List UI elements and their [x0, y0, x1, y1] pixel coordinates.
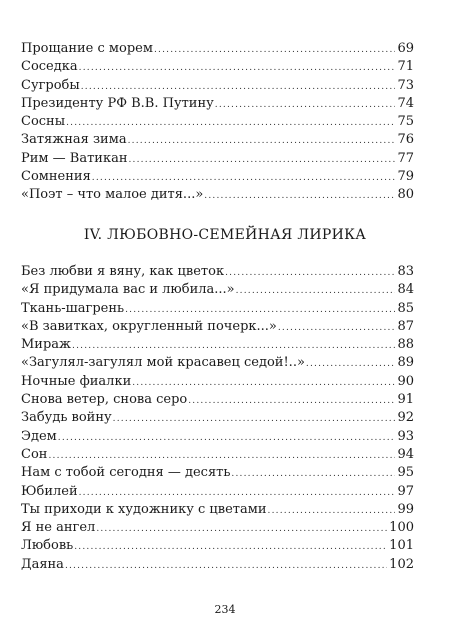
toc-leader-dots: [125, 301, 395, 319]
toc-entry-title: Сугробы: [21, 77, 80, 93]
toc-entry-page: 90: [397, 373, 414, 389]
toc-leader-dots: [204, 187, 395, 205]
toc-entry: [21, 113, 414, 131]
toc-entry-title: «Загулял-загулял мой красавец седой!..»: [21, 355, 305, 371]
toc-entry: [21, 40, 414, 58]
toc-entry-title: Сосны: [21, 114, 66, 130]
toc-entry-title: Ночные фиалки: [21, 373, 132, 389]
toc-entry: [21, 519, 414, 537]
toc-leader-dots: [72, 337, 395, 355]
toc-entry-title: «В завитках, округленный почерк...»: [21, 318, 277, 334]
toc-entry-title: Даяна: [21, 556, 64, 572]
page-number: 234: [214, 603, 236, 616]
toc-entry-page: 92: [397, 410, 414, 426]
toc-entry-page: 93: [397, 428, 414, 444]
toc-entry-title: Забудь войну: [21, 410, 112, 426]
toc-entry: [21, 318, 414, 336]
toc-entry: [21, 186, 414, 204]
toc-list-part-1: [21, 40, 414, 205]
toc-leader-dots: [129, 151, 396, 169]
toc-entry: [21, 354, 414, 372]
toc-entry-page: 87: [397, 318, 414, 334]
toc-entry-page: 100: [389, 520, 414, 536]
toc-entry-page: 83: [397, 264, 414, 279]
toc-entry-page: 99: [397, 501, 414, 517]
toc-leader-dots: [278, 319, 396, 337]
toc-entry: [21, 373, 414, 391]
toc-entry-page: 73: [397, 77, 414, 93]
toc-entry-title: Юбилей: [21, 483, 78, 499]
toc-entry-page: 71: [397, 59, 414, 75]
toc-entry: [21, 95, 414, 113]
toc-leader-dots: [236, 282, 396, 300]
toc-leader-dots: [48, 447, 395, 465]
toc-entry-page: 80: [397, 187, 414, 203]
toc-entry-page: 76: [397, 132, 414, 148]
toc-entry-title: Я не ангел: [21, 520, 96, 536]
toc-entry-title: Эдем: [21, 428, 57, 444]
toc-leader-dots: [132, 374, 395, 392]
toc-entry-title: Прощание с морем: [21, 41, 153, 56]
toc-leader-dots: [128, 132, 396, 150]
toc-entry-title: «Я придумала вас и любила...»: [21, 282, 235, 298]
toc-entry: [21, 391, 414, 409]
section-heading: IV. ЛЮБОВНО-СЕМЕЙНАЯ ЛИРИКА: [83, 227, 367, 243]
toc-list-part-2: [21, 263, 414, 574]
toc-entry: [21, 464, 414, 482]
toc-entry: [21, 556, 414, 574]
toc-entry: [21, 428, 414, 446]
toc-entry-title: Любовь: [21, 538, 74, 554]
toc-entry-title: «Поэт – что малое дитя...»: [21, 187, 204, 203]
toc-entry-page: 94: [397, 446, 414, 462]
toc-entry-page: 79: [397, 169, 414, 185]
toc-leader-dots: [74, 538, 387, 556]
toc-entry: [21, 537, 414, 555]
toc-leader-dots: [154, 41, 395, 59]
toc-leader-dots: [96, 520, 387, 538]
toc-entry-title: Сомнения: [21, 169, 91, 185]
toc-entry-page: 101: [389, 538, 414, 554]
toc-entry-title: Нам с тобой сегодня — десять: [21, 465, 231, 481]
toc-entry-title: Затяжная зима: [21, 132, 127, 148]
toc-entry: [21, 168, 414, 186]
toc-leader-dots: [225, 264, 395, 282]
toc-entry-title: Соседка: [21, 59, 78, 75]
toc-entry-title: Сон: [21, 446, 48, 462]
toc-entry-page: 69: [397, 41, 414, 56]
toc-entry-page: 88: [397, 337, 414, 353]
toc-leader-dots: [79, 484, 396, 502]
toc-leader-dots: [92, 169, 396, 187]
toc-entry: [21, 409, 414, 427]
toc-leader-dots: [188, 392, 395, 410]
toc-entry: [21, 483, 414, 501]
toc-entry-page: 89: [397, 355, 414, 371]
toc-entry-page: 91: [397, 392, 414, 408]
toc-entry-title: Президенту РФ В.В. Путину: [21, 95, 214, 111]
toc-entry: [21, 77, 414, 95]
toc-leader-dots: [79, 59, 396, 77]
toc-entry: [21, 281, 414, 299]
toc-entry-page: 97: [397, 483, 414, 499]
toc-entry-page: 74: [397, 95, 414, 111]
toc-leader-dots: [113, 410, 396, 428]
toc-entry-page: 102: [389, 556, 414, 572]
toc-leader-dots: [306, 355, 396, 373]
toc-leader-dots: [58, 429, 396, 447]
toc-leader-dots: [215, 96, 396, 114]
toc-leader-dots: [81, 78, 396, 96]
toc-entry-title: Ты приходи к художнику с цветами: [21, 501, 267, 517]
toc-entry-page: 95: [397, 465, 414, 481]
toc-leader-dots: [268, 502, 396, 520]
toc-entry: [21, 150, 414, 168]
toc-entry-page: 75: [397, 114, 414, 130]
toc-leader-dots: [66, 114, 395, 132]
toc-entry-page: 77: [397, 150, 414, 166]
toc-entry-title: Ткань-шагрень: [21, 300, 125, 316]
toc-entry-title: Мираж: [21, 337, 72, 353]
toc-leader-dots: [65, 557, 387, 575]
toc-entry: [21, 300, 414, 318]
toc-entry-page: 85: [397, 300, 414, 316]
toc-leader-dots: [231, 465, 395, 483]
toc-entry-title: Без любви я вяну, как цветок: [21, 264, 225, 279]
toc-entry: [21, 58, 414, 76]
toc-entry-page: 84: [397, 282, 414, 298]
toc-entry: [21, 336, 414, 354]
toc-entry: [21, 501, 414, 519]
toc-entry-title: Рим — Ватикан: [21, 150, 128, 166]
toc-entry: [21, 446, 414, 464]
toc-entry: [21, 263, 414, 281]
toc-entry-title: Снова ветер, снова серо: [21, 392, 188, 408]
toc-entry: [21, 131, 414, 149]
